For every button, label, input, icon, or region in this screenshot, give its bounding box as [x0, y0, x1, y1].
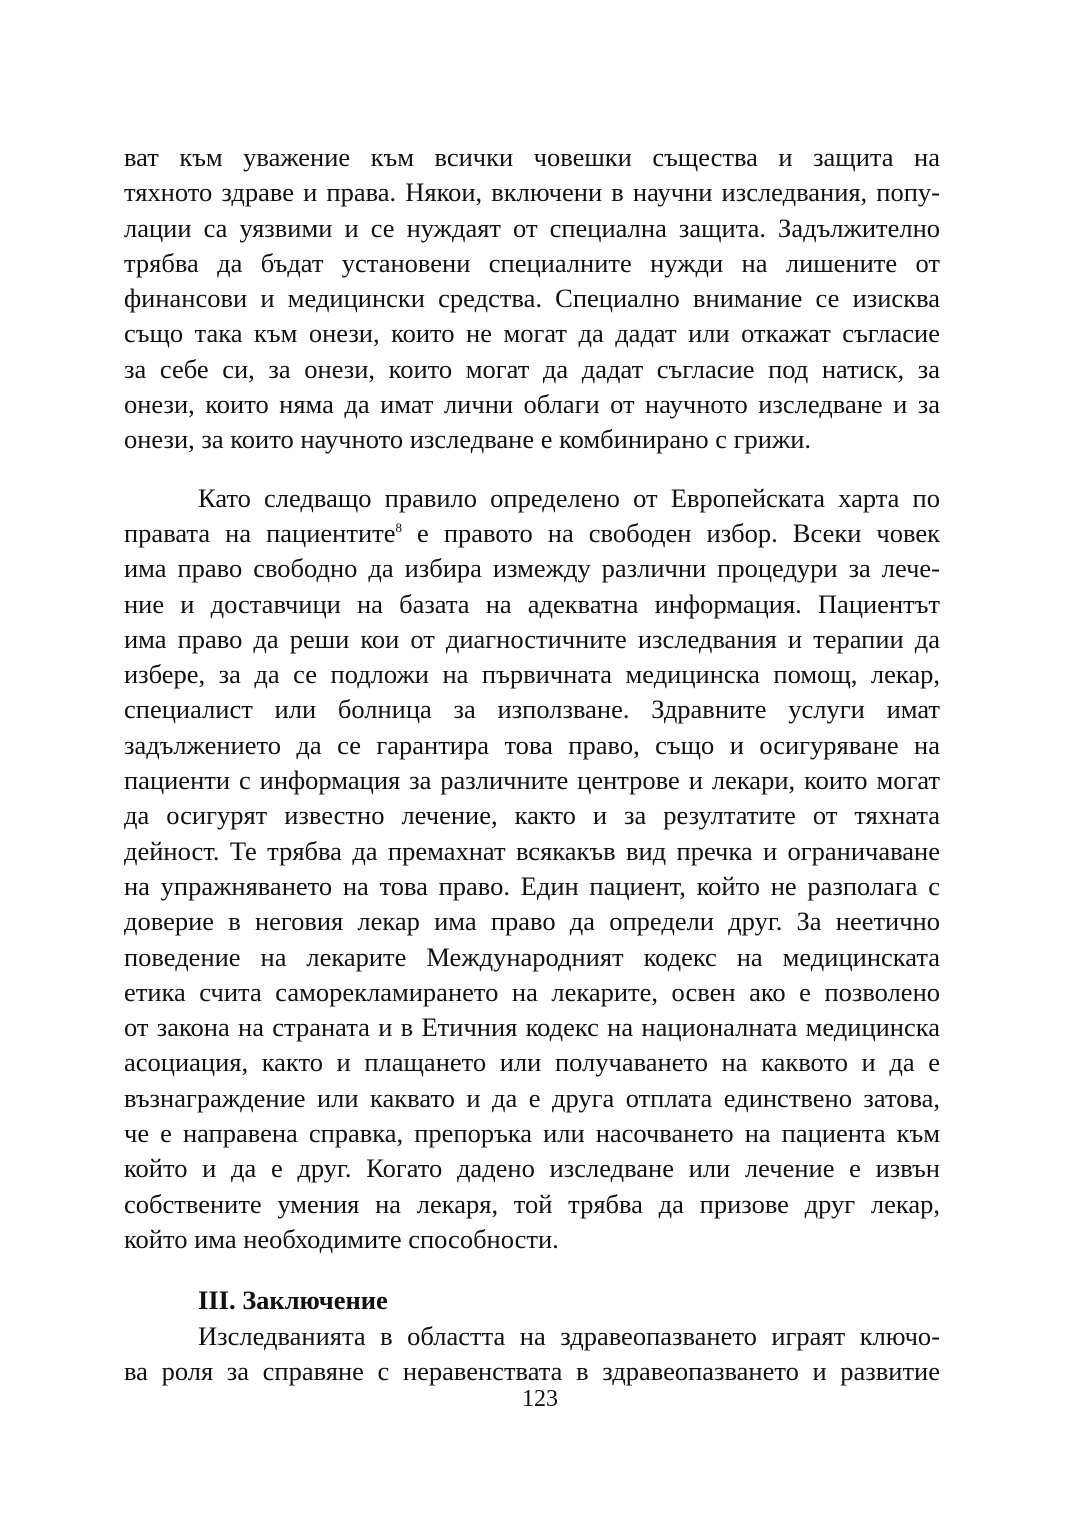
- text-line: избере, за да се подложи на първичната медицинска помощ, лекар,: [124, 659, 940, 690]
- text-line: от закона на страната и в Етичния кодекс на националната медицинска: [124, 1012, 940, 1043]
- text-segment: е правото на свободен избор. Всеки човек: [401, 517, 940, 548]
- text-line: доверие в неговия лекар има право да определи друг. За неетично: [124, 906, 940, 937]
- text-line: етика счита саморекламирането на лекарите, освен ако е позволено: [124, 976, 940, 1007]
- text-line: възнаграждение или каквато и да е друга отплата единствено затова,: [124, 1082, 940, 1113]
- text-line: който има необходимите способности.: [124, 1223, 559, 1254]
- text-line-with-footnote: [124, 516, 940, 551]
- text-line: Изследванията в областта на здравеопазването играят ключо-: [198, 1320, 940, 1351]
- text-line: собствените умения на лекаря, той трябва да призове друг лекар,: [124, 1188, 940, 1219]
- text-line: асоциация, както и плащането или получаването на каквото и да е: [124, 1047, 940, 1078]
- text-line: че е направена справка, препоръка или насочването на пациента към: [124, 1118, 940, 1149]
- paragraph-spacer: [124, 458, 940, 481]
- text-line: финансови и медицински средства. Специално внимание се изисква: [124, 283, 940, 314]
- text-line: ние и доставчици на базата на адекватна информация. Пациентът: [124, 588, 940, 619]
- text-line: онези, които няма да имат лични облаги от научното изследване и за: [124, 389, 940, 420]
- text-line: дейност. Те трябва да премахнат всякакъв вид пречка и ограничаване: [124, 835, 940, 866]
- page-body: [124, 140, 940, 1389]
- text-line: поведение на лекарите Международният кодекс на медицинската: [124, 941, 940, 972]
- footnote-reference[interactable]: 8: [395, 520, 402, 536]
- text-line: лации са уязвими и се нуждаят от специална защита. Задължително: [124, 212, 940, 243]
- text-line: на упражняването на това право. Един пациент, който не разполага с: [124, 870, 940, 901]
- section-conclusion: [124, 1283, 940, 1389]
- text-line: има право свободно да избира измежду различни процедури за лече-: [124, 553, 940, 584]
- text-line: за себе си, за онези, които могат да дадат съгласие под натиск, за: [124, 353, 940, 384]
- text-line: ват към уважение към всички човешки същества и защита на: [124, 142, 940, 172]
- page-number: 123: [522, 1386, 558, 1412]
- text-line: също така към онези, които не могат да дадат или откажат съгласие: [124, 318, 940, 349]
- text-line: тяхното здраве и права. Някои, включени в научни изследвания, попу-: [124, 177, 940, 208]
- paragraph-2: [124, 481, 940, 1258]
- section-spacer: [124, 1257, 940, 1283]
- section-heading: III. Заключение: [198, 1285, 388, 1316]
- text-line: Като следващо правило определено от Европейската харта по: [198, 482, 940, 513]
- text-line: има право да реши кои от диагностичните изследвания и терапии да: [124, 623, 940, 654]
- text-line: който и да е друг. Когато дадено изследване или лечение е извън: [124, 1153, 940, 1184]
- text-line: специалист или болница за използване. Здравните услуги имат: [124, 694, 940, 725]
- text-segment: правата на пациентите: [124, 517, 396, 548]
- text-line: да осигурят известно лечение, както и за резултатите от тяхната: [124, 800, 940, 831]
- text-line: задължението да се гарантира това право, също и осигуряване на: [124, 729, 940, 760]
- text-line: пациенти с информация за различните центрове и лекари, които могат: [124, 765, 940, 796]
- paragraph-1: [124, 140, 940, 458]
- text-line: онези, за които научното изследване е комбинирано с грижи.: [124, 424, 812, 455]
- text-line: трябва да бъдат установени специалните нужди на лишените от: [124, 247, 940, 278]
- text-line: ва роля за справяне с неравенствата в здравеопазването и развитие: [124, 1355, 940, 1386]
